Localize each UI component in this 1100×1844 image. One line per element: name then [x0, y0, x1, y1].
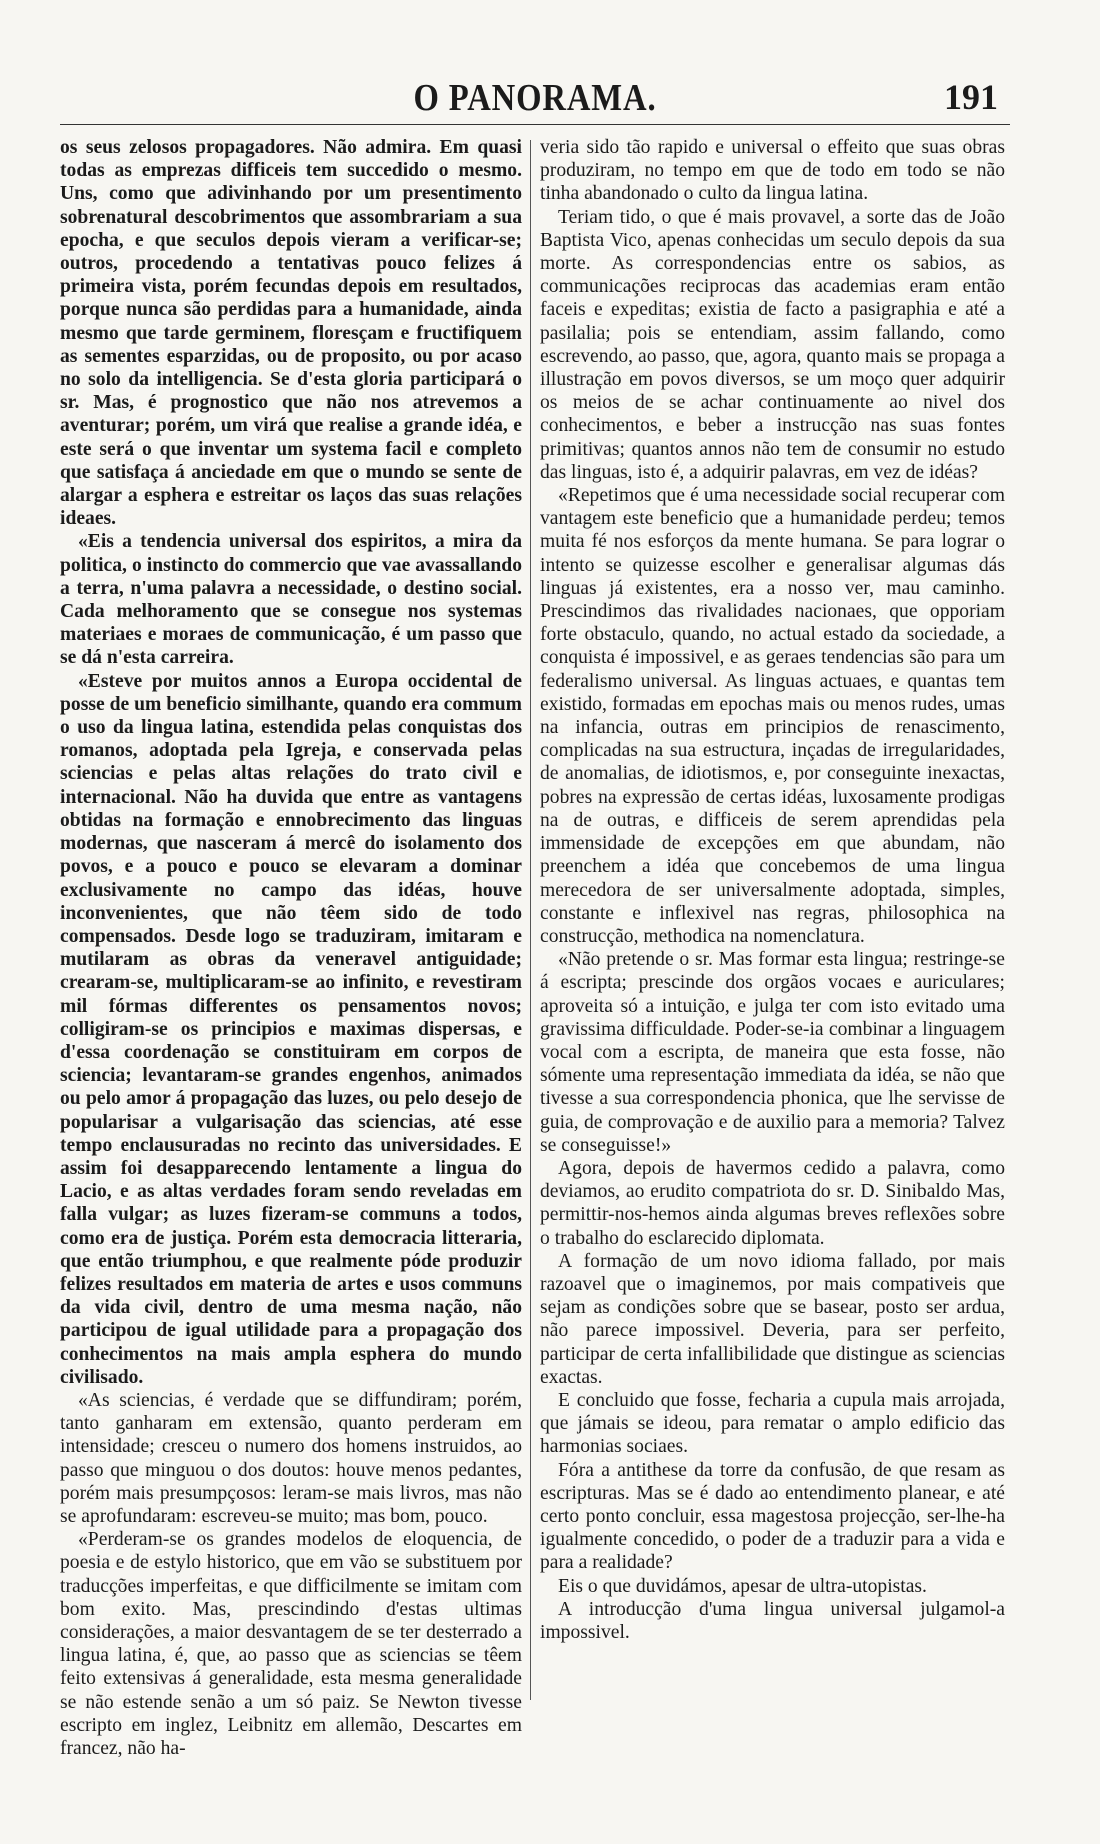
paragraph: veria sido tão rapido e universal o effeito que suas obras produziram, no tempo em que de todo em todo se não tinha abandonado o culto da lingua latina.	[540, 137, 1005, 205]
right-column	[540, 136, 1005, 1644]
paragraph: E concluido que fosse, fecharia a cupula mais arrojada, que jámais se ideou, para rematar o amplo edificio das harmonias sociaes.	[540, 1389, 1005, 1458]
paragraph: «Esteve por muitos annos a Europa occidental de posse de um beneficio similhante, quando era commum o uso da lingua latina, estendida pelas conquistas dos romanos, adoptada pela Igreja, e conservada pelas sciencias e pelas altas relações do trato civil e internacional. Não ha duvida que entre as vantagens obtidas na formação e ennobrecimento das linguas modernas, que nasceram á mercê do isolamento dos povos, e a pouco e pouco se elevaram a dominar exclusivamente no campo das idéas, houve inconvenientes, que não têem sido de todo compensados. Desde logo se traduziram, imitaram e mutilaram as obras da veneravel antiguidade; crearam-se, multiplicaram-se ao infinito, e revestiram mil fórmas differentes os pensamentos novos; colligiram-se os principios e maximas dispersas, e d'essa coordenação se constituiram em corpos de sciencia; levantaram-se grandes engenhos, animados ou pelo amor á propagação das luzes, ou pelo desejo de popularisar a vulgarisação das sciencias, até esse tempo enclausuradas no recinto das universidades. E assim foi desapparecendo lentamente a lingua do Lacio, e as altas verdades foram sendo reveladas em falla vulgar; as luzes fizeram-se communs a todos, como era de justiça. Porém esta democracia litteraria, que então triumphou, e que realmente póde produzir felizes resultados em materia de artes e usos communs da vida civil, dentro de uma mesma nação, não participou de igual utilidade para a propagação dos conhecimentos na mais ampla esphera do mundo civilisado.	[60, 670, 522, 1388]
paragraph: Eis o que duvidámos, apesar de ultra-utopistas.	[558, 1575, 927, 1597]
column-divider	[530, 140, 531, 1700]
paragraph: A formação de um novo idioma fallado, por mais razoavel que o imaginemos, por mais compativeis que sejam as condições sobre que se basear, posto ser ardua, não parece impossivel. Deveria, para ser perfeito, participar de certa infallibilidade que distingue as sciencias exactas.	[540, 1250, 1005, 1388]
paragraph: «Repetimos que é uma necessidade social recuperar com vantagem este beneficio que a humanidade perdeu; temos muita fé nos esforços da mente humana. Se para lograr o intento se quizesse escolher e generalisar algumas dás linguas já existentes, era a nosso ver, mau caminho. Prescindimos das rivalidades nacionaes, que opporiam forte obstaculo, quando, no actual estado da sociedade, a conquista é impossivel, e as geraes tendencias são para um federalismo universal. As linguas actuaes, e quantas tem existido, formadas em epochas mais ou menos rudes, umas na infancia, outras em principios de renascimento, complicadas na sua estructura, inçadas de irregularidades, de anomalias, de idiotismos, e, por conseguinte inexactas, pobres na expressão de certas idéas, luxosamente prodigas na de outras, e difficeis de serem aprendidas pela immensidade de excepções em que abundam, não preenchem a idéa que concebemos de uma lingua merecedora de ser universalmente adoptada, simples, constante e inflexivel nas regras, philosophica na construcção, methodica na nomenclatura.	[540, 485, 1005, 947]
paragraph: Teriam tido, o que é mais provavel, a sorte das de João Baptista Vico, apenas conhecidas um seculo depois da sua morte. As correspondencias entre os sabios, as communicações reciprocas das academias eram então faceis e expeditas; existia de facto a pasigraphia e até a pasilalia; pois se entendiam, assim fallando, como escrevendo, ao passo, que, agora, quanto mais se propaga a illustração em povos diversos, se um moço quer adquirir os meios de se achar continuamente ao nivel dos conhecimentos, e beber a instrucção nas suas fontes primitivas; quantos annos não tem de consumir no estudo das linguas, isto é, a adquirir palavras, em vez de idéas?	[540, 206, 1005, 483]
paragraph: «As sciencias, é verdade que se diffundiram; porém, tanto ganharam em extensão, quanto perderam em intensidade; cresceu o numero dos homens instruidos, ao passo que minguou o dos doutos: houve menos pedantes, porém mais presumpçosos: leram-se mais livros, mas não se aprofundaram: escreveu-se muito; mas bom, pouco.	[60, 1389, 522, 1527]
header-rule	[60, 124, 1010, 125]
paragraph: «Eis a tendencia universal dos espiritos, a mira da politica, o instincto do commercio que vae avassallando a terra, n'uma palavra a necessidade, o destino social. Cada melhoramento que se consegue nos systemas materiaes e moraes de communicação, é um passo que se dá n'esta carreira.	[60, 531, 522, 669]
paragraph: «Perderam-se os grandes modelos de eloquencia, de poesia e de estylo historico, que em vão se substituem por traducções imperfeitas, e que difficilmente se imitam com bom exito. Mas, prescindindo d'estas ultimas considerações, a maior desvantagem de se ter desterrado a lingua latina, é, que, ao passo que as sciencias se têem feito extensivas á generalidade, esta mesma generalidade se não estende senão a um só paiz. Se Newton tivesse escripto em inglez, Leibnitz em allemão, Descartes em francez, não ha-	[60, 1529, 522, 1760]
paragraph: Agora, depois de havermos cedido a palavra, como deviamos, ao erudito compatriota do sr. D. Sinibaldo Mas, permittir-nos-hemos ainda algumas breves reflexões sobre o trabalho do esclarecido diplomata.	[540, 1157, 1005, 1249]
page-header	[60, 76, 1010, 120]
journal-title: O PANORAMA.	[413, 77, 657, 119]
paragraph: os seus zelosos propagadores. Não admira. Em quasi todas as emprezas difficeis tem succedido o mesmo. Uns, como que adivinhando por um presentimento sobrenatural descobrimentos que assombrariam a sua epocha, e que seculos depois vieram a verificar-se; outros, procedendo a tentativas pouco felizes á primeira vista, porém fecundas depois em resultados, porque nunca são perdidas para a humanidade, ainda mesmo que tarde germinem, floresçam e fructifiquem as sementes esparzidas, ou de proposito, ou por acaso no solo da intelligencia. Se d'esta gloria participará o sr. Mas, é prognostico que não nos atrevemos a aventurar; porém, um virá que realise a grande idéa, e este será o que inventar um systema facil e completo que satisfaça á anciedade em que o mundo se sente de alargar a esphera e estreitar os laços das suas relações ideaes.	[60, 137, 522, 530]
paragraph: Fóra a antithese da torre da confusão, de que resam as escripturas. Mas se é dado ao entendimento planear, e até certo ponto concluir, essa magestosa projecção, ser-lhe-ha igualmente concedido, o poder de a traduzir para a vida e para a realidade?	[540, 1459, 1005, 1574]
paragraph: A introducção d'uma lingua universal julgamol-a impossivel.	[540, 1598, 1005, 1643]
left-column	[60, 136, 522, 1760]
page-number: 191	[944, 77, 998, 117]
paragraph: «Não pretende o sr. Mas formar esta lingua; restringe-se á escripta; prescinde dos orgãos vocaes e auriculares; aproveita só a intuição, e julga ter com isto evitado uma gravissima difficuldade. Poder-se-ia combinar a linguagem vocal com a escripta, de maneira que esta fosse, não sómente uma representação immediata da idéa, se não que tivesse a sua correspondencia phonica, que lhe servisse de guia, de comprovação e de auxilio para a memoria? Talvez se conseguisse!»	[540, 949, 1005, 1156]
